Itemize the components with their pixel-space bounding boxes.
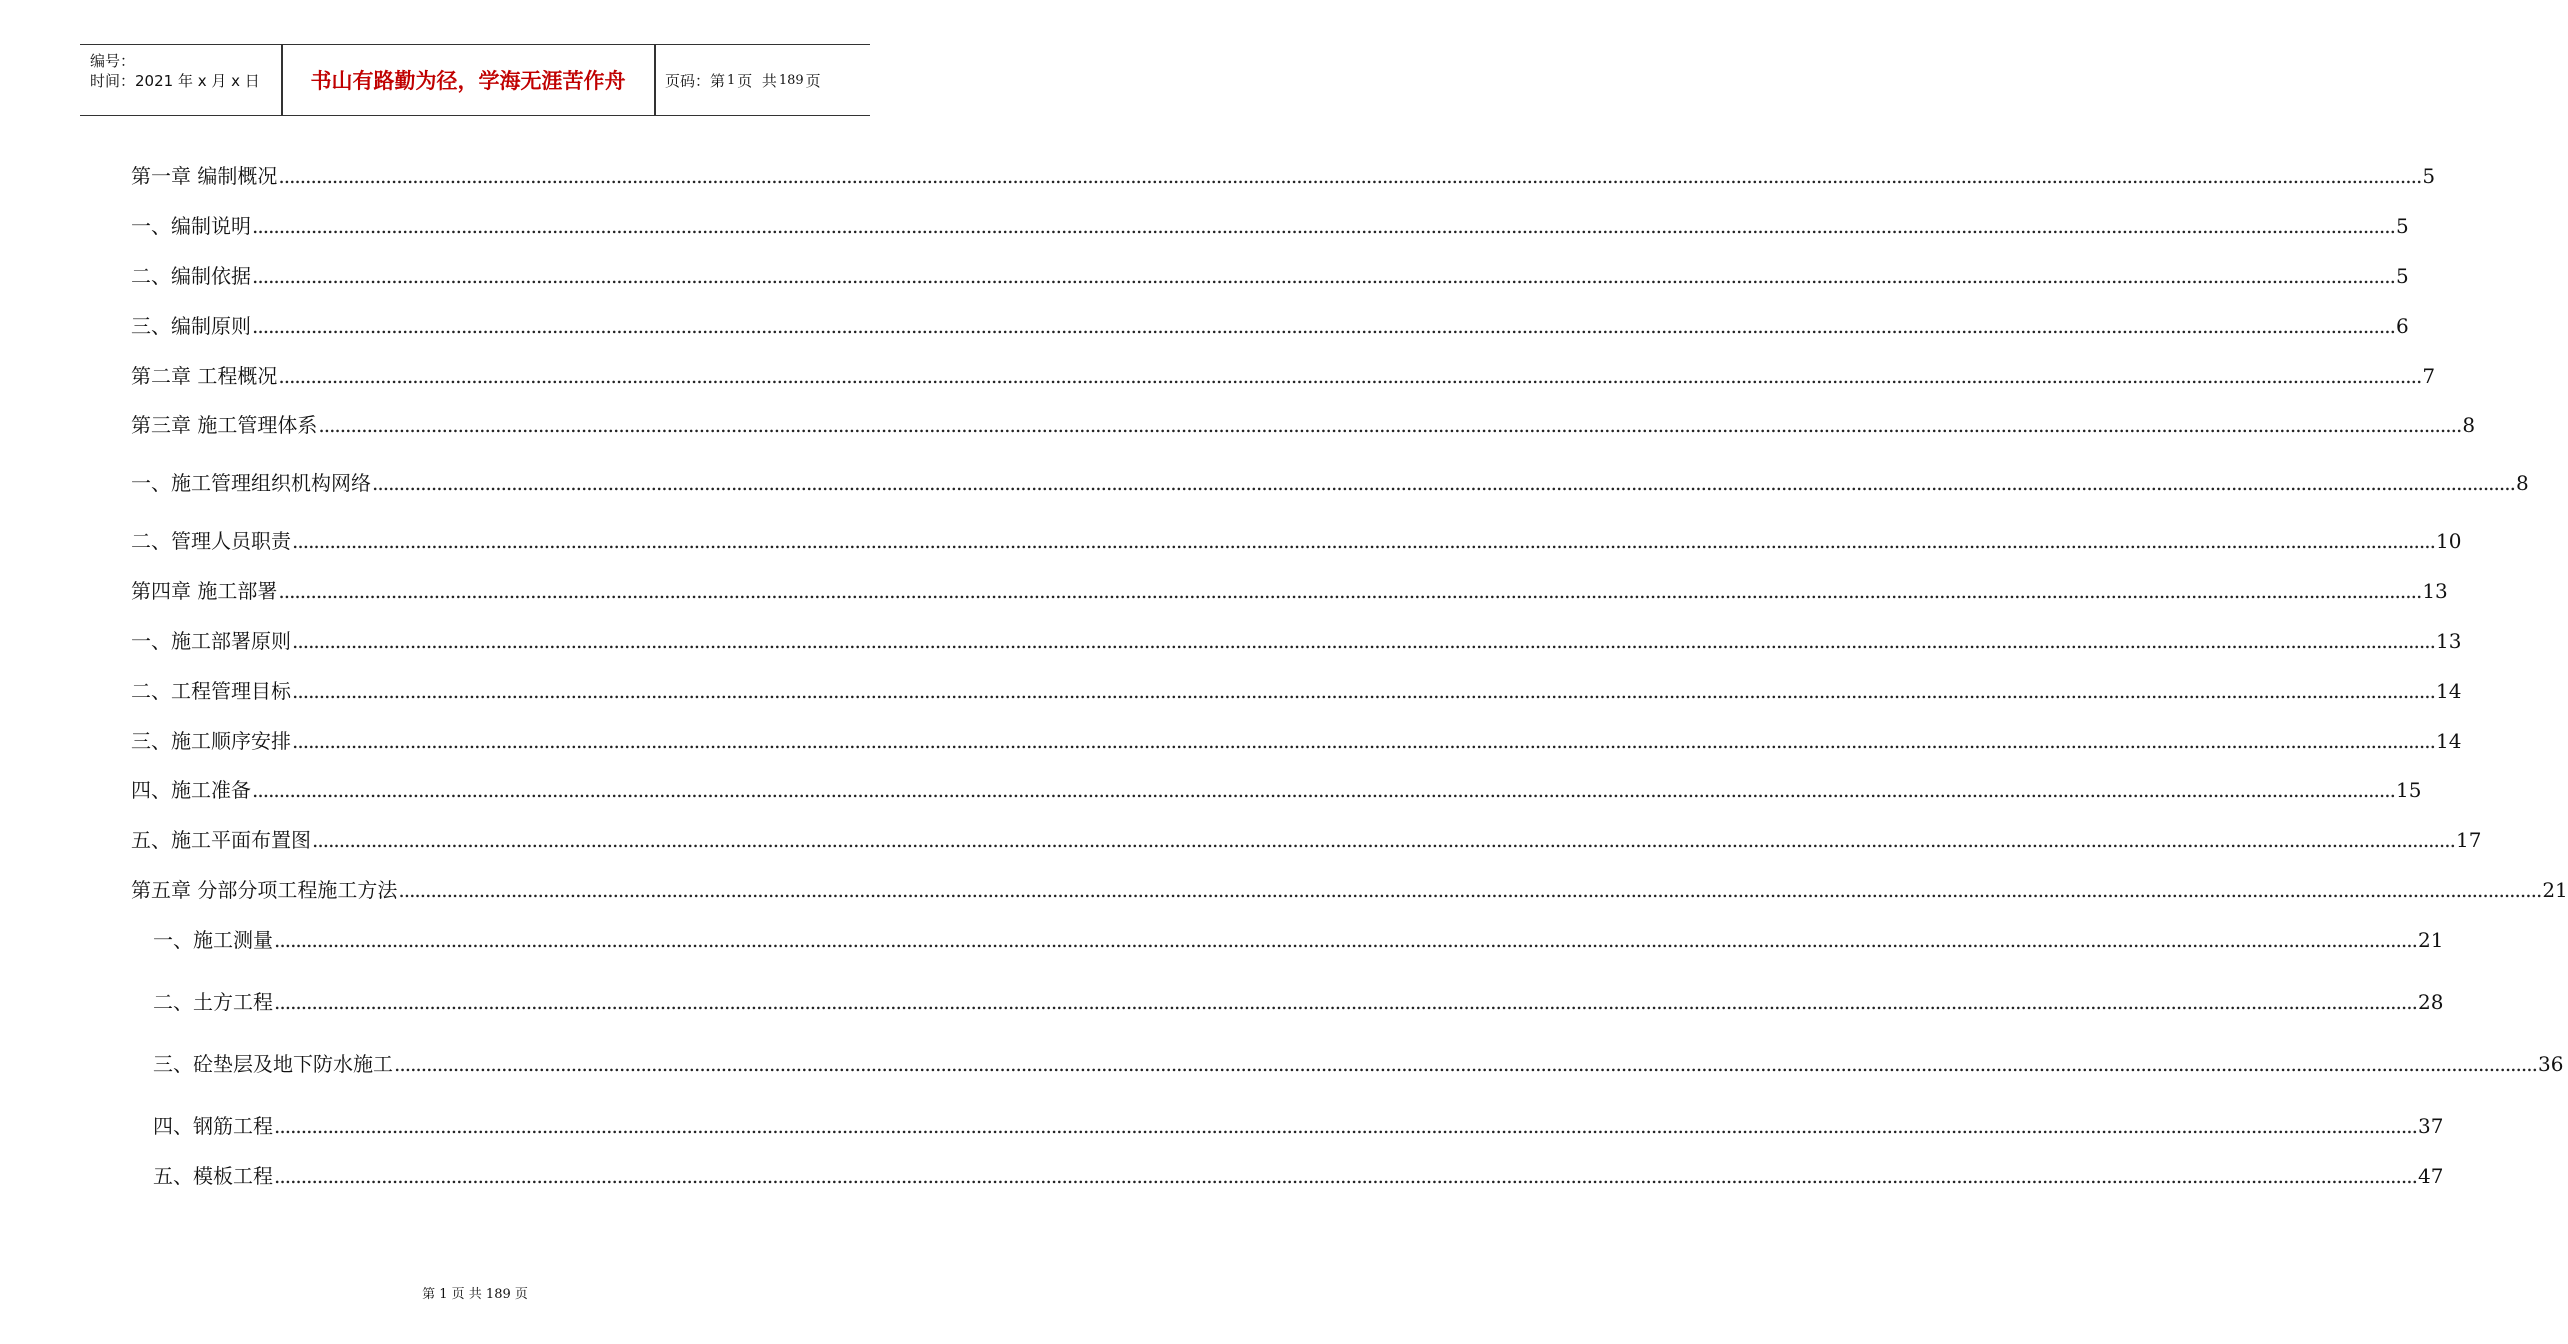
toc-leader: ................................................................................................................................................................................................................................................................................................................................................................................................................ xyxy=(274,928,2417,952)
toc-entry[interactable] xyxy=(131,625,2462,654)
toc-entry-title: 二、编制依据 xyxy=(131,264,251,288)
header-page-info xyxy=(665,45,821,115)
toc-entry-page: 5 xyxy=(2395,264,2409,288)
toc-entry-title: 三、砼垫层及地下防水施工 xyxy=(153,1052,393,1076)
toc-entry-page: 28 xyxy=(2417,990,2444,1014)
toc-entry-page: 17 xyxy=(2455,828,2482,852)
toc-entry-page: 21 xyxy=(2417,928,2444,952)
page-header xyxy=(80,44,870,116)
toc-entry-page: 8 xyxy=(2515,471,2529,495)
toc-entry-page: 14 xyxy=(2435,729,2462,753)
page-current: 1 xyxy=(727,72,736,88)
toc-entry-title: 五、模板工程 xyxy=(153,1164,273,1188)
toc-entry[interactable] xyxy=(131,360,2436,389)
toc-leader: ................................................................................................................................................................................................................................................................................................................................................................................................................ xyxy=(252,314,2395,338)
toc-entry[interactable] xyxy=(153,1110,2444,1139)
page-footer: 第 1 页 共 189 页 xyxy=(422,1287,528,1302)
header-motto: 书山有路勤为径，学海无涯苦作舟 xyxy=(310,69,626,93)
toc-entry-page: 36 xyxy=(2537,1052,2564,1076)
toc-entry-title: 五、施工平面布置图 xyxy=(131,828,311,852)
toc-leader: ................................................................................................................................................................................................................................................................................................................................................................................................................ xyxy=(252,778,2395,802)
toc-entry[interactable] xyxy=(131,160,2436,189)
toc-entry[interactable] xyxy=(131,260,2409,289)
toc-entry-title: 一、施工管理组织机构网络 xyxy=(131,471,371,495)
toc-entry-page: 5 xyxy=(2422,164,2436,188)
toc-entry[interactable] xyxy=(131,409,2476,438)
toc-leader: ................................................................................................................................................................................................................................................................................................................................................................................................................ xyxy=(292,529,2435,553)
toc-leader: ................................................................................................................................................................................................................................................................................................................................................................................................................ xyxy=(252,264,2395,288)
toc-entry-title: 三、编制原则 xyxy=(131,314,251,338)
toc-entry-title: 四、钢筋工程 xyxy=(153,1114,273,1138)
toc-entry-title: 一、施工部署原则 xyxy=(131,629,291,653)
toc-leader: ................................................................................................................................................................................................................................................................................................................................................................................................................ xyxy=(278,579,2422,603)
toc-leader: ................................................................................................................................................................................................................................................................................................................................................................................................................ xyxy=(274,1164,2417,1188)
toc-entry[interactable] xyxy=(131,310,2409,339)
toc-entry-title: 二、工程管理目标 xyxy=(131,679,291,703)
toc-entry-page: 15 xyxy=(2395,778,2422,802)
page-mid: 页 共 xyxy=(737,71,777,90)
toc-entry-page: 10 xyxy=(2435,529,2462,553)
toc-entry[interactable] xyxy=(131,675,2462,704)
toc-leader: ................................................................................................................................................................................................................................................................................................................................................................................................................ xyxy=(398,878,2542,902)
toc-entry[interactable] xyxy=(131,725,2462,754)
toc-entry-page: 6 xyxy=(2395,314,2409,338)
toc-entry-page: 21 xyxy=(2542,878,2568,902)
toc-entry-page: 37 xyxy=(2417,1114,2444,1138)
page-prefix: 页码：第 xyxy=(665,71,726,90)
toc-leader: ................................................................................................................................................................................................................................................................................................................................................................................................................ xyxy=(394,1052,2537,1076)
toc-entry-title: 一、编制说明 xyxy=(131,214,251,238)
toc-entry-title: 第二章 工程概况 xyxy=(131,364,278,388)
document-time-label: 时间：2021 年 x 月 x 日 xyxy=(90,72,260,90)
toc-entry-page: 14 xyxy=(2435,679,2462,703)
toc-leader: ................................................................................................................................................................................................................................................................................................................................................................................................................ xyxy=(274,990,2417,1014)
toc-entry-title: 二、土方工程 xyxy=(153,990,273,1014)
toc-entry-title: 四、施工准备 xyxy=(131,778,251,802)
toc-leader: ................................................................................................................................................................................................................................................................................................................................................................................................................ xyxy=(372,471,2515,495)
toc-entry-page: 13 xyxy=(2435,629,2462,653)
toc-entry[interactable] xyxy=(131,824,2482,853)
toc-entry-title: 第三章 施工管理体系 xyxy=(131,413,318,437)
toc-entry[interactable] xyxy=(131,774,2422,803)
toc-entry[interactable] xyxy=(153,986,2444,1015)
page-total: 189 xyxy=(778,72,804,88)
toc-leader: ................................................................................................................................................................................................................................................................................................................................................................................................................ xyxy=(312,828,2455,852)
toc-leader: ................................................................................................................................................................................................................................................................................................................................................................................................................ xyxy=(292,679,2435,703)
toc-entry-page: 47 xyxy=(2417,1164,2444,1188)
toc-entry[interactable] xyxy=(131,525,2462,554)
toc-entry[interactable] xyxy=(131,467,2529,496)
toc-entry-title: 一、施工测量 xyxy=(153,928,273,952)
toc-entry[interactable] xyxy=(153,1160,2444,1189)
toc-entry-page: 8 xyxy=(2462,413,2476,437)
toc-entry-page: 5 xyxy=(2395,214,2409,238)
toc-entry[interactable] xyxy=(153,924,2444,953)
toc-leader: ................................................................................................................................................................................................................................................................................................................................................................................................................ xyxy=(278,164,2422,188)
toc-entry[interactable] xyxy=(131,575,2448,604)
document-number-label: 编号： xyxy=(90,52,136,70)
toc-leader: ................................................................................................................................................................................................................................................................................................................................................................................................................ xyxy=(252,214,2395,238)
toc-entry-title: 第五章 分部分项工程施工方法 xyxy=(131,878,398,902)
toc-entry-page: 13 xyxy=(2422,579,2448,603)
header-meta xyxy=(90,51,260,91)
toc-entry-page: 7 xyxy=(2422,364,2436,388)
toc-entry[interactable] xyxy=(131,210,2409,239)
toc-leader: ................................................................................................................................................................................................................................................................................................................................................................................................................ xyxy=(278,364,2422,388)
toc-entry-title: 三、施工顺序安排 xyxy=(131,729,291,753)
toc-leader: ................................................................................................................................................................................................................................................................................................................................................................................................................ xyxy=(292,729,2435,753)
toc-entry-title: 第一章 编制概况 xyxy=(131,164,278,188)
header-divider xyxy=(654,45,656,115)
toc-leader: ................................................................................................................................................................................................................................................................................................................................................................................................................ xyxy=(274,1114,2417,1138)
toc-leader: ................................................................................................................................................................................................................................................................................................................................................................................................................ xyxy=(292,629,2435,653)
toc-entry-title: 第四章 施工部署 xyxy=(131,579,278,603)
toc-entry-title: 二、管理人员职责 xyxy=(131,529,291,553)
toc-entry[interactable] xyxy=(131,874,2568,903)
page-suffix: 页 xyxy=(805,71,821,90)
toc-leader: ................................................................................................................................................................................................................................................................................................................................................................................................................ xyxy=(318,413,2462,437)
toc-entry[interactable] xyxy=(153,1048,2564,1077)
